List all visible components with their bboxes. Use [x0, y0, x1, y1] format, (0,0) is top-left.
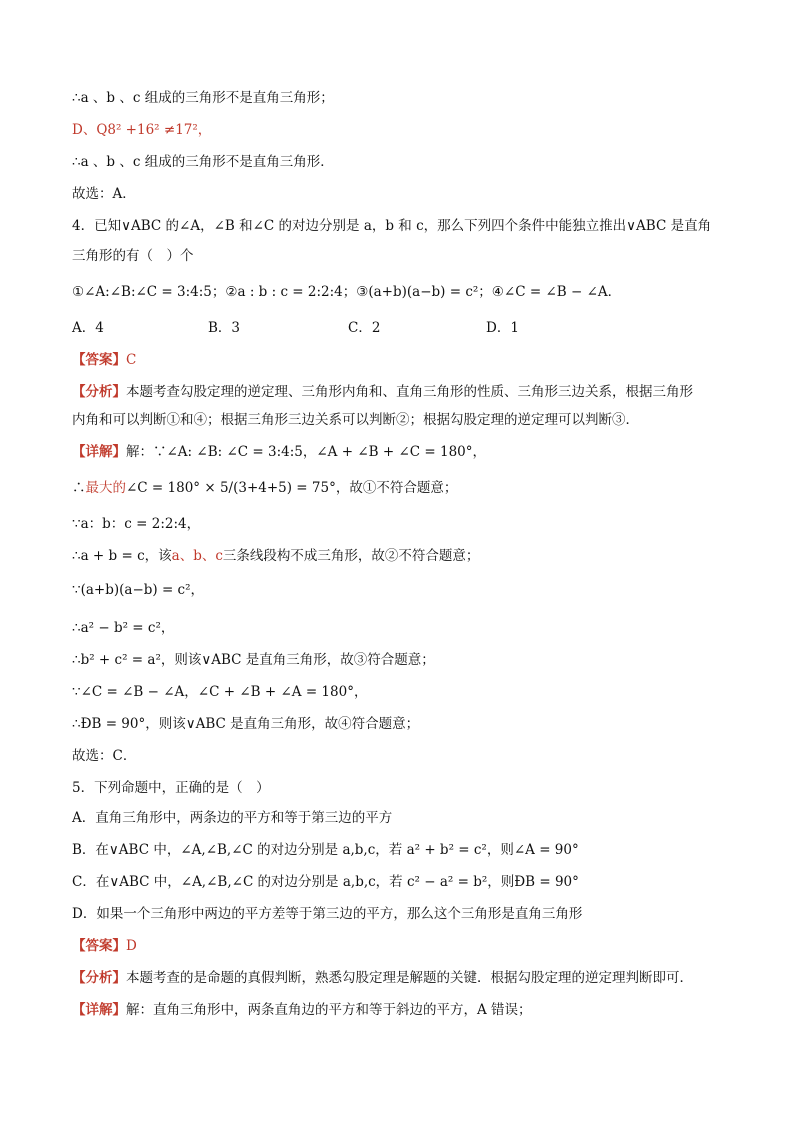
answer-5: [72, 936, 137, 956]
analysis-tag: 【分析】: [72, 970, 126, 986]
option-c: C．在∨ABC 中，∠A,∠B,∠C 的对边分别是 a,b,c，若 c² − a² = b²，则ÐB = 90°: [72, 874, 579, 890]
detail-5: [72, 1000, 532, 1020]
detail-4-line: ∵a：b：c = 2:2:4，: [72, 516, 201, 532]
option-d: D．如果一个三角形中两边的平方差等于第三边的平方，那么这个三角形是直角三角形: [72, 906, 583, 922]
detail-tag: 【详解】: [72, 444, 126, 460]
question-4-options: [72, 318, 519, 338]
option-a: A．直角三角形中，两条边的平方和等于第三边的平方: [72, 810, 393, 826]
option-d: D．1: [486, 320, 519, 336]
analysis-text: 本题考查勾股定理的逆定理、三角形内角和、直角三角形的性质、三角形三边关系，根据三角形: [126, 384, 693, 400]
detail-text: 解：直角三角形中，两条直角边的平方和等于斜边的平方，A 错误；: [126, 1002, 532, 1018]
detail-4-line: ∴b² + c² = a²，则该∨ABC 是直角三角形，故③符合题意；: [72, 652, 435, 668]
answer-value: C: [126, 352, 137, 368]
analysis-tag: 【分析】: [72, 384, 126, 400]
text-line: [72, 120, 211, 140]
detail-text-highlight: 最大的: [85, 480, 126, 496]
question-4-conditions: ①∠A:∠B:∠C = 3:4:5；②a : b : c = 2:2:4；③(a+b)(a−b) = c²；④∠C = ∠B − ∠A．: [72, 284, 622, 300]
question-4-stem: 4．已知∨ABC 的∠A，∠B 和∠C 的对边分别是 a，b 和 c，那么下列四个条件中能独立推出∨ABC 是直角: [72, 218, 712, 234]
detail-4-line: [72, 442, 486, 462]
question-5-stem: 5．下列命题中，正确的是（ ）: [72, 780, 270, 796]
detail-tag: 【详解】: [72, 1002, 126, 1018]
option-b: B．3: [208, 320, 241, 336]
option-label: D、Q8² +16² ≠17²，: [72, 122, 212, 138]
analysis-4-cont: 内角和可以判断①和④；根据三角形三边关系可以判断②；根据勾股定理的逆定理可以判断③．: [72, 412, 639, 428]
detail-text: ∠C = 180° × 5/(3+4+5) = 75°，故①不符合题意；: [126, 480, 458, 496]
detail-4-line: [72, 478, 457, 498]
text-line: ∴a 、b 、c 组成的三角形不是直角三角形．: [72, 154, 334, 170]
detail-text: 解：∵∠A: ∠B: ∠C = 3:4:5，∠A + ∠B + ∠C = 180°，: [126, 444, 487, 460]
analysis-4: [72, 382, 693, 402]
detail-text-highlight: a、b、c: [171, 548, 223, 564]
analysis-text: 本题考查的是命题的真假判断，熟悉勾股定理是解题的关键．根据勾股定理的逆定理判断即可．: [126, 970, 693, 986]
answer-tag: 【答案】: [72, 938, 126, 954]
detail-4-line: ∵∠C = ∠B − ∠A，∠C + ∠B + ∠A = 180°，: [72, 684, 368, 700]
question-4-stem-cont: 三角形的有（ ）个: [72, 248, 194, 264]
answer-tag: 【答案】: [72, 352, 126, 368]
answer-value: D: [126, 938, 137, 954]
detail-4-line: ∴a² − b² = c²，: [72, 620, 175, 636]
text-line: ∴a 、b 、c 组成的三角形不是直角三角形；: [72, 90, 334, 106]
detail-text: ∴a + b = c，该: [72, 548, 172, 564]
option-a: A．4: [72, 320, 104, 336]
text-line: 故选：A．: [72, 186, 136, 202]
detail-text: ∴: [72, 480, 86, 496]
detail-4-line: [72, 546, 479, 566]
answer-4: [72, 350, 136, 370]
detail-text: 三条线段构不成三角形，故②不符合题意；: [222, 548, 480, 564]
detail-4-line: ∵(a+b)(a−b) = c²，: [72, 582, 205, 598]
option-c: C．2: [348, 320, 381, 336]
analysis-5: [72, 968, 693, 988]
detail-4-line: 故选：C．: [72, 748, 137, 764]
option-b: B．在∨ABC 中，∠A,∠B,∠C 的对边分别是 a,b,c，若 a² + b² = c²，则∠A = 90°: [72, 842, 579, 858]
detail-4-line: ∴ÐB = 90°，则该∨ABC 是直角三角形，故④符合题意；: [72, 716, 420, 732]
